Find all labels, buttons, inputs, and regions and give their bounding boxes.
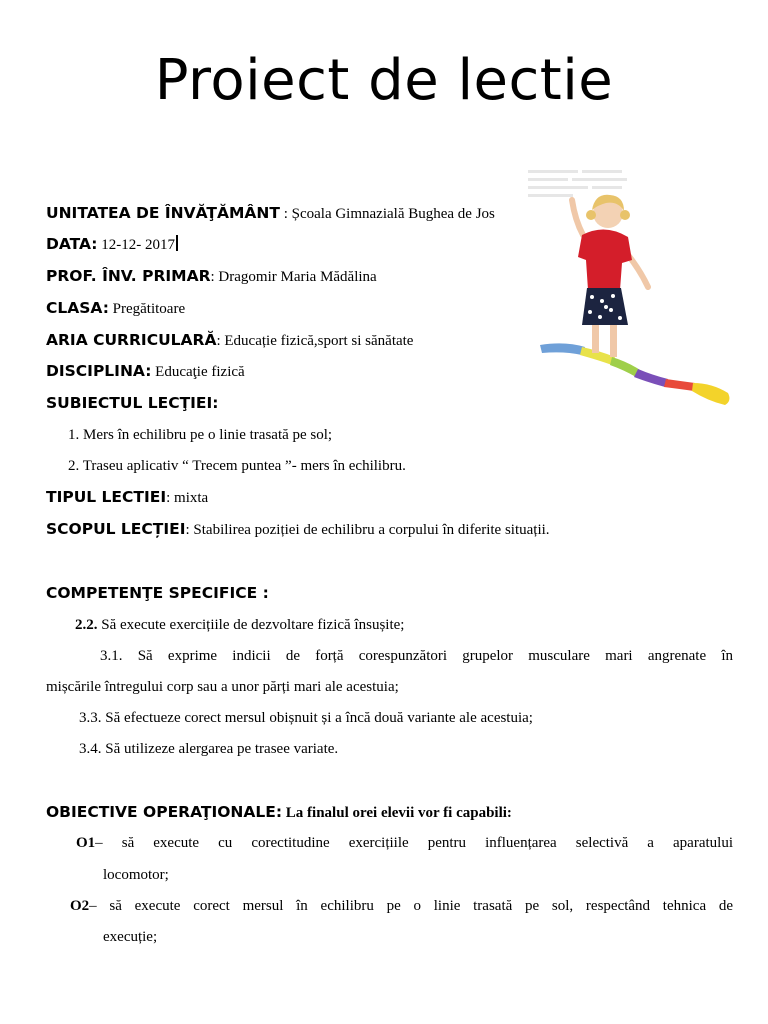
scopul-line bbox=[46, 520, 550, 539]
subiectul-line bbox=[46, 394, 218, 413]
scopul-value: : Stabilirea poziției de echilibru a corpului în diferite situații. bbox=[185, 522, 550, 538]
prof-label: PROF. ÎNV. PRIMAR bbox=[46, 267, 211, 285]
watermark-text bbox=[528, 170, 627, 197]
competente-heading: COMPETENŢE SPECIFICE : bbox=[46, 584, 269, 602]
competenta-3-3: 3.3. Să efectueze corect mersul obișnuit și a încă două variante ale acestuia; bbox=[79, 710, 533, 726]
scopul-label: SCOPUL LECȚIEI bbox=[46, 520, 186, 538]
objective-o2-line2: execuție; bbox=[103, 929, 158, 945]
child-balancing-on-beam-illustration bbox=[520, 165, 745, 415]
objective-o2-code: O2 bbox=[70, 898, 90, 914]
data-label: DATA: bbox=[46, 235, 98, 253]
clasa-value: Pregătitoare bbox=[108, 301, 186, 317]
balance-beam bbox=[540, 343, 729, 405]
unitatea-value: : Școala Gimnazială Bughea de Jos bbox=[279, 206, 495, 222]
tipul-label: TIPUL LECTIEI bbox=[46, 488, 167, 506]
tipul-value: : mixta bbox=[166, 490, 209, 506]
disciplina-label: DISCIPLINA: bbox=[46, 362, 152, 380]
obiective-heading: OBIECTIVE OPERAŢIONALE: bbox=[46, 803, 283, 821]
obiective-intro: La finalul orei elevii vor fi capabili: bbox=[282, 805, 512, 821]
unitatea-line bbox=[46, 204, 495, 223]
competenta-2-2-number: 2.2. bbox=[75, 617, 98, 633]
competenta-3-4: 3.4. Să utilizeze alergarea pe trasee variate. bbox=[79, 741, 339, 757]
objective-o1-line1 bbox=[76, 835, 733, 852]
aria-value: : Educație fizică,sport si sănătate bbox=[216, 333, 414, 349]
objective-o1-line2: locomotor; bbox=[103, 867, 169, 883]
aria-label: ARIA CURRICULARĂ bbox=[46, 331, 217, 349]
obiective-line bbox=[46, 803, 512, 822]
prof-value: : Dragomir Maria Mădălina bbox=[210, 269, 377, 285]
subiect-item-2: 2. Traseu aplicativ “ Trecem puntea ”- mers în echilibru. bbox=[68, 458, 406, 474]
subiectul-label: SUBIECTUL LECŢIEI: bbox=[46, 394, 219, 412]
unitatea-label: UNITATEA DE ÎNVĂŢĂMÂNT bbox=[46, 204, 280, 222]
subiect-item-1: 1. Mers în echilibru pe o linie trasată pe sol; bbox=[68, 427, 333, 443]
page-title: Proiect de lectie bbox=[154, 48, 614, 113]
clasa-line bbox=[46, 299, 185, 318]
child-figure bbox=[572, 195, 648, 357]
objective-o1-code: O1 bbox=[76, 835, 96, 851]
aria-line bbox=[46, 331, 413, 350]
objective-o2-line1 bbox=[70, 898, 733, 915]
text-cursor bbox=[176, 235, 178, 251]
competenta-3-1-line2: mișcările întregului corp sau a unor părți mari ale acestuia; bbox=[46, 679, 399, 695]
data-value: 12-12- 2017 bbox=[97, 237, 176, 253]
competenta-3-1-line1: 3.1. Să exprime indicii de forță corespunzători grupelor musculare mari angrenate în bbox=[100, 648, 733, 664]
data-line bbox=[46, 235, 178, 254]
tipul-line bbox=[46, 488, 208, 507]
competenta-2-2-text: Să execute exercițiile de dezvoltare fizică însușite; bbox=[97, 617, 405, 633]
prof-line bbox=[46, 267, 377, 286]
competenta-2-2 bbox=[75, 617, 404, 634]
disciplina-value: Educaţie fizică bbox=[151, 364, 245, 380]
clasa-label: CLASA: bbox=[46, 299, 109, 317]
disciplina-line bbox=[46, 362, 245, 381]
objective-o2-text: – să execute corect mersul în echilibru pe o linie trasată pe sol, respectând tehnica de bbox=[89, 898, 733, 914]
objective-o1-text: – să execute cu corectitudine exercițiile pentru influențarea selectivă a aparatului bbox=[95, 835, 733, 851]
